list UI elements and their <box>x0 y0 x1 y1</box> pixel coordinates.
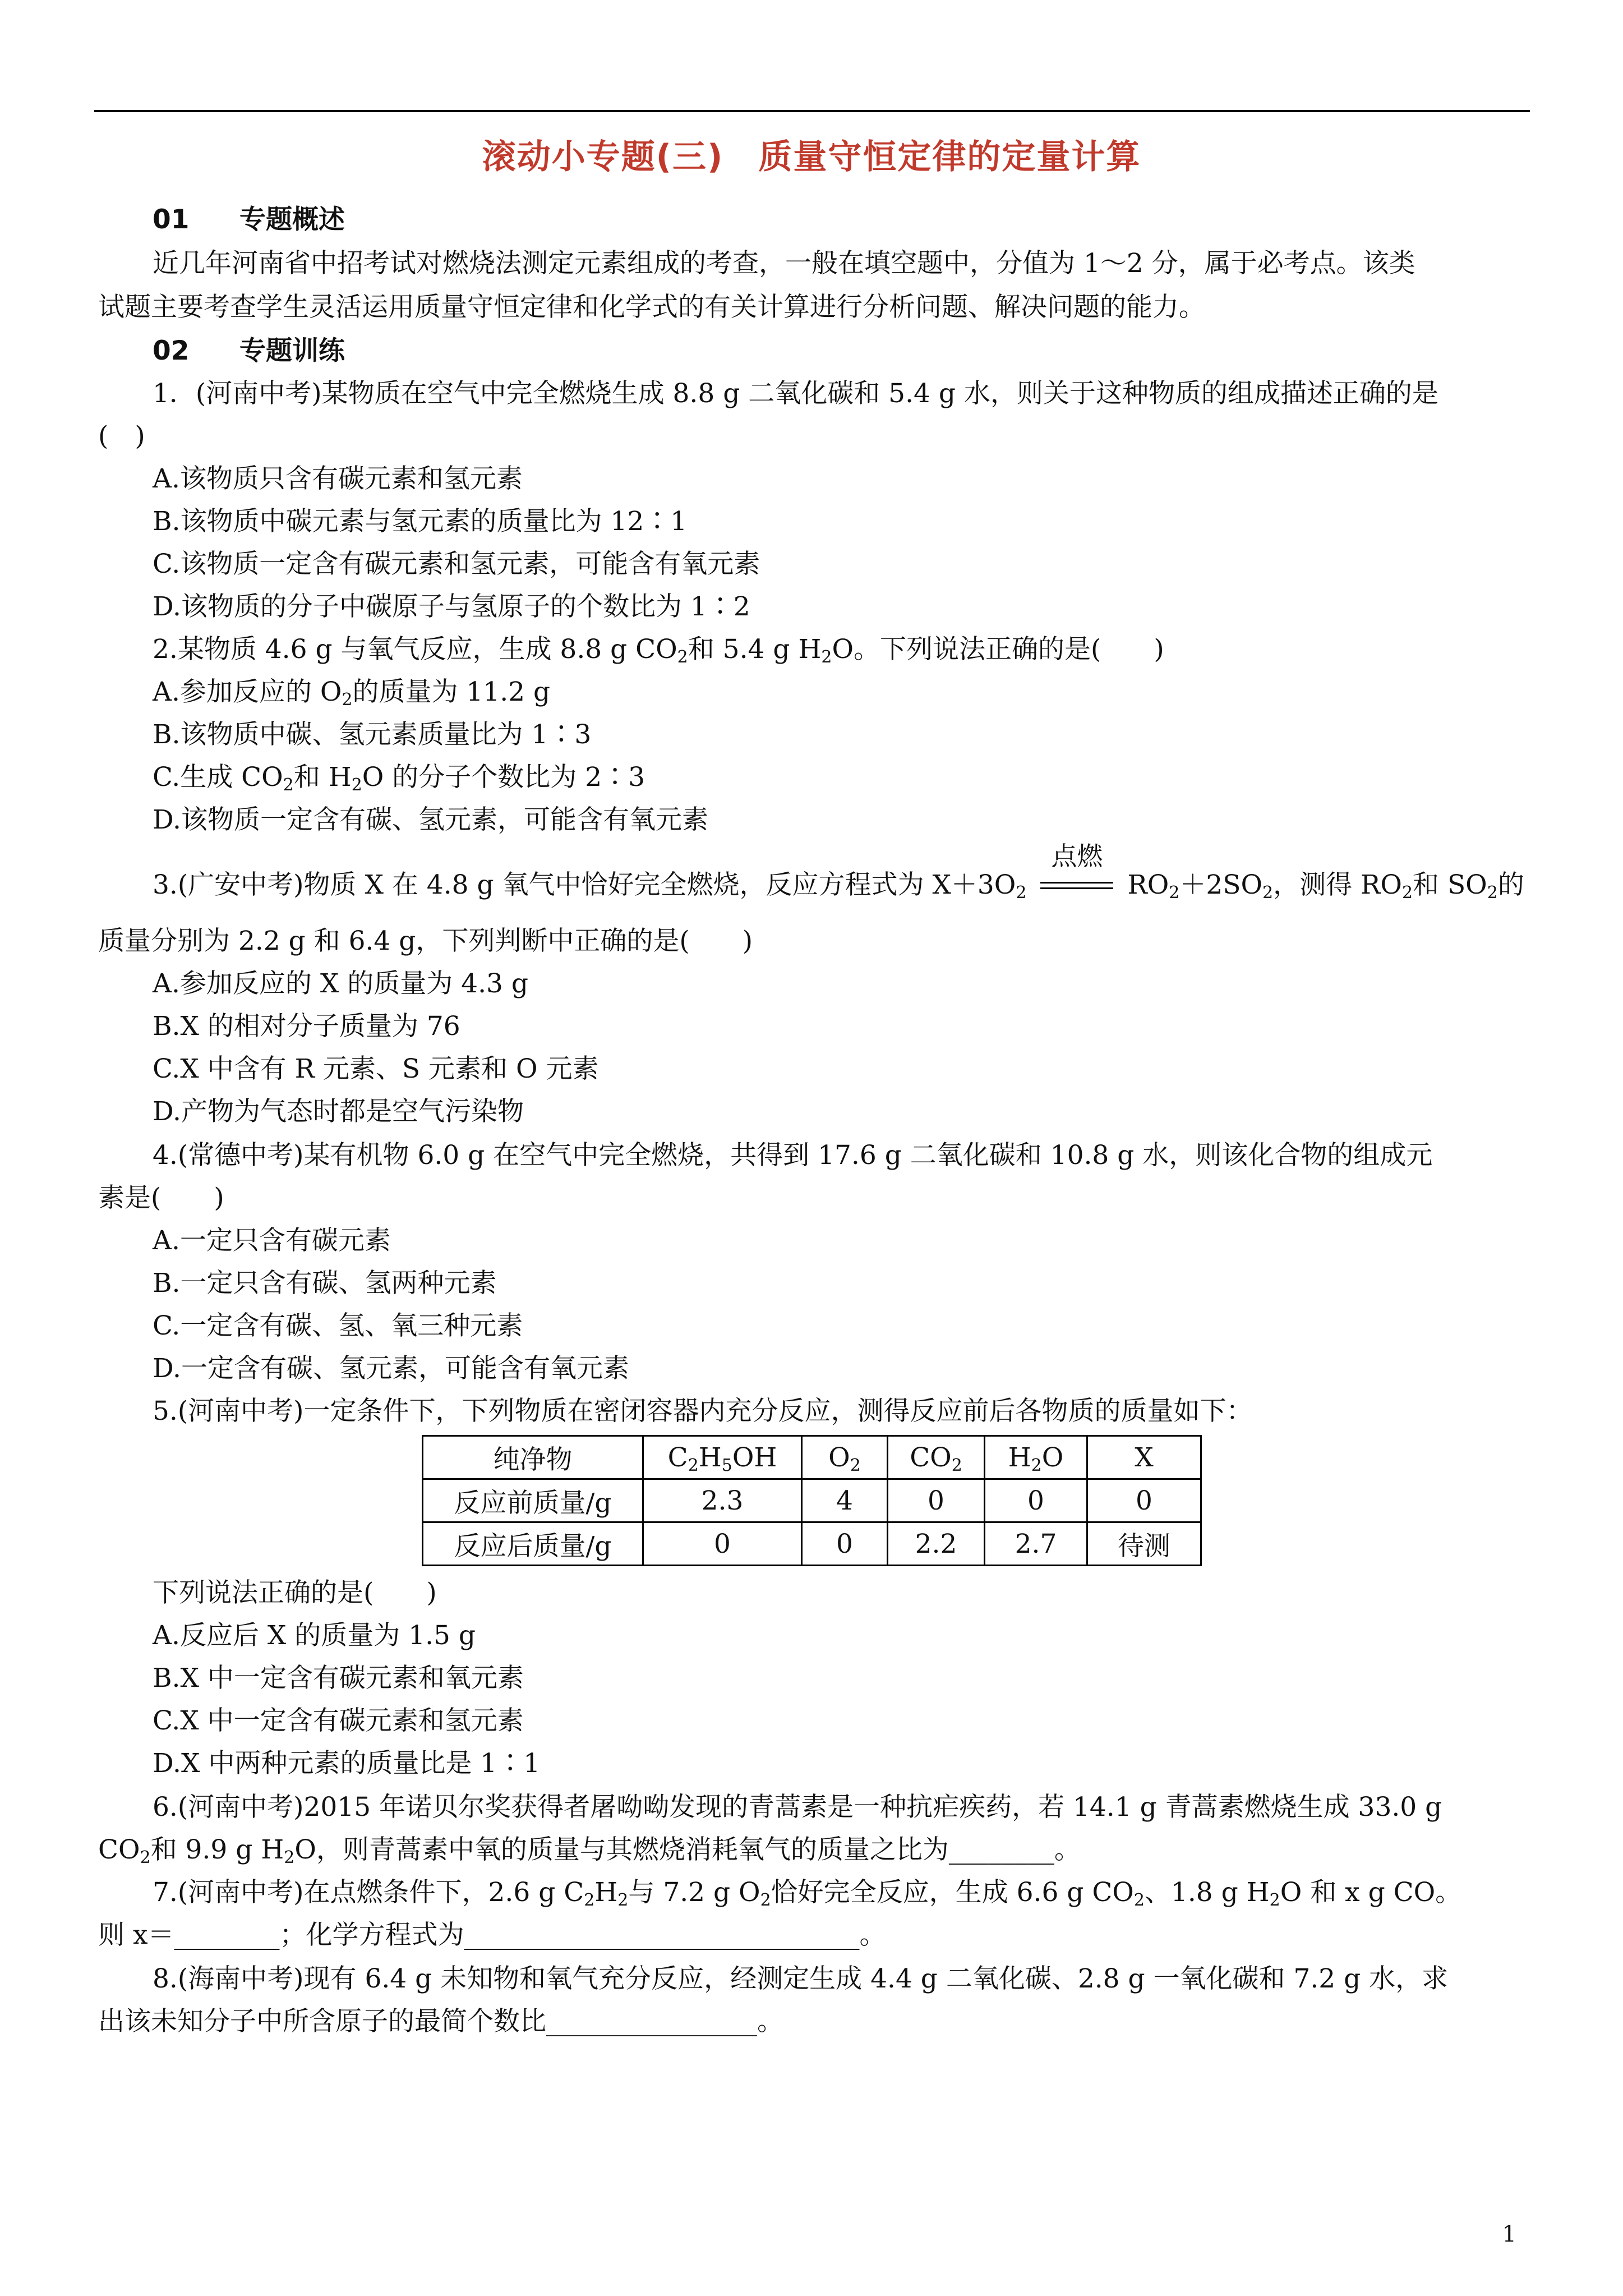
reaction-condition-arrow <box>1040 841 1113 902</box>
table-cell: 2.7 <box>985 1522 1087 1566</box>
intro-line-2: 试题主要考查学生灵活运用质量守恒定律和化学式的有关计算进行分析问题、解决问题的能力。 <box>98 292 1205 323</box>
question-3-stem-line-2: 质量分别为 2.2 g 和 6.4 g，下列判断中正确的是( ) <box>98 926 753 956</box>
table-header-cell: $CO_2$ <box>888 1436 985 1479</box>
question-6-stem: 6.(河南中考)2015 年诺贝尔奖获得者屠呦呦发现的青蒿素是一种抗疟疾药，若 14.1 g 青蒿素燃烧生成 33.0 g <box>153 1792 1442 1823</box>
question-5-stem: 5.(河南中考)一定条件下，下列物质在密闭容器内充分反应，测得反应前后各物质的质量如下： <box>153 1396 1253 1427</box>
table-cell: 反应前质量/g <box>423 1479 643 1522</box>
section-heading-overview <box>153 203 345 237</box>
section-number: 02 <box>153 335 190 366</box>
table-header-cell: $O_2$ <box>802 1436 888 1479</box>
table-header-row <box>423 1436 1201 1479</box>
section-heading-training <box>153 334 345 368</box>
q1-option-d: D.该物质的分子中碳原子与氢原子的个数比为 1∶2 <box>153 591 750 622</box>
section-label: 专题概述 <box>239 204 345 235</box>
question-8-stem-line-2: 出该未知分子中所含原子的最简个数比________________。 <box>98 2006 783 2037</box>
section-number: 01 <box>153 204 190 235</box>
q1-option-c: C.该物质一定含有碳元素和氢元素，可能含有氧元素 <box>153 549 760 579</box>
table-header-cell: $H_2O$ <box>985 1436 1087 1479</box>
table-cell: 0 <box>888 1479 985 1522</box>
q5-option-d: D.X 中两种元素的质量比是 1∶1 <box>153 1748 541 1779</box>
table-cell: 0 <box>985 1479 1087 1522</box>
table-header-cell: X <box>1087 1436 1201 1479</box>
q3-option-c: C.X 中含有 R 元素、S 元素和 O 元素 <box>153 1053 599 1084</box>
question-4-stem: 4.(常德中考)某有机物 6.0 g 在空气中完全燃烧，共得到 17.6 g 二氧化碳和 10.8 g 水，则该化合物的组成元 <box>153 1140 1433 1171</box>
question-7-stem-line-2: 则 x＝________；化学方程式为______________________________。 <box>98 1920 886 1950</box>
table-row <box>423 1522 1201 1566</box>
mass-table <box>422 1435 1202 1566</box>
reaction-condition: 点燃 <box>1051 841 1103 871</box>
q2-option-a: A.参加反应的 $O_2$的质量为 11.2 g <box>153 677 551 710</box>
table-row <box>423 1479 1201 1522</box>
q4-option-c: C.一定含有碳、氢、氧三种元素 <box>153 1310 523 1341</box>
table-header-cell: 纯净物 <box>423 1436 643 1479</box>
q1-option-b: B.该物质中碳元素与氢元素的质量比为 12∶1 <box>153 506 688 537</box>
table-cell: 0 <box>1087 1479 1201 1522</box>
q4-option-d: D.一定含有碳、氢元素，可能含有氧元素 <box>153 1353 629 1384</box>
q4-option-a: A.一定只含有碳元素 <box>153 1225 391 1256</box>
q5-option-c: C.X 中一定含有碳元素和氢元素 <box>153 1705 524 1736</box>
q3-option-a: A.参加反应的 X 的质量为 4.3 g <box>153 968 528 999</box>
intro-line-1: 近几年河南省中招考试对燃烧法测定元素组成的考查，一般在填空题中，分值为 1～2 分，属于必考点。该类 <box>153 248 1415 279</box>
q5-option-b: B.X 中一定含有碳元素和氧元素 <box>153 1663 524 1694</box>
q2-option-d: D.该物质一定含有碳、氢元素，可能含有氧元素 <box>153 804 708 835</box>
table-cell: 0 <box>643 1522 802 1566</box>
table-cell: 反应后质量/g <box>423 1522 643 1566</box>
table-cell: 4 <box>802 1479 888 1522</box>
q1-option-a: A.该物质只含有碳元素和氢元素 <box>153 463 523 494</box>
q2-option-c: C.生成 $CO_2$和 $H_2O$ 的分子个数比为 2∶3 <box>153 762 645 795</box>
page-title: 滚动小专题(三) 质量守恒定律的定量计算 <box>482 137 1141 177</box>
q3-option-b: B.X 的相对分子质量为 76 <box>153 1011 460 1042</box>
q2-option-b: B.该物质中碳、氢元素质量比为 1∶3 <box>153 719 592 750</box>
question-8-stem: 8.(海南中考)现有 6.4 g 未知物和氧气充分反应，经测定生成 4.4 g 二氧化碳、2.8 g 一氧化碳和 7.2 g 水，求 <box>153 1963 1449 1994</box>
q5-option-a: A.反应后 X 的质量为 1.5 g <box>153 1620 476 1651</box>
table-cell: 2.3 <box>643 1479 802 1522</box>
question-3-stem: 3.(广安中考)物质 X 在 4.8 g 氧气中恰好完全燃烧，反应方程式为 $X+3O_2$ 点燃 $RO_2+2SO_2$，测得 $RO_2$和 $SO_2$的 <box>153 868 1524 902</box>
top-rule <box>94 110 1530 112</box>
question-1-blank: ( ) <box>98 421 145 452</box>
table-cell: 0 <box>802 1522 888 1566</box>
section-label: 专题训练 <box>239 335 345 366</box>
q4-option-b: B.一定只含有碳、氢两种元素 <box>153 1268 497 1299</box>
question-6-stem-line-2: $CO_2$和 9.9 g $H_2O$，则青蒿素中氧的质量与其燃烧消耗氧气的质量之比为________。 <box>98 1834 1081 1867</box>
question-4-stem-line-2: 素是( ) <box>98 1182 224 1213</box>
table-cell: 待测 <box>1087 1522 1201 1566</box>
question-2-stem: 2.某物质 4.6 g 与氧气反应，生成 8.8 g $CO_2$和 5.4 g $H_2O$。下列说法正确的是( ) <box>153 634 1164 667</box>
question-5-prompt: 下列说法正确的是( ) <box>153 1577 437 1608</box>
page-number: 1 <box>1502 2221 1516 2247</box>
question-1-stem: 1．(河南中考)某物质在空气中完全燃烧生成 8.8 g 二氧化碳和 5.4 g 水，则关于这种物质的组成描述正确的是 <box>153 378 1438 409</box>
table-header-cell: $C_2H_5OH$ <box>643 1436 802 1479</box>
q3-option-d: D.产物为气态时都是空气污染物 <box>153 1096 524 1127</box>
table-cell: 2.2 <box>888 1522 985 1566</box>
question-7-stem: 7.(河南中考)在点燃条件下，2.6 g $C_2H_2$与 7.2 g $O_2$恰好完全反应，生成 6.6 g $CO_2$、1.8 g $H_2O$ 和 x g CO。 <box>153 1877 1462 1910</box>
